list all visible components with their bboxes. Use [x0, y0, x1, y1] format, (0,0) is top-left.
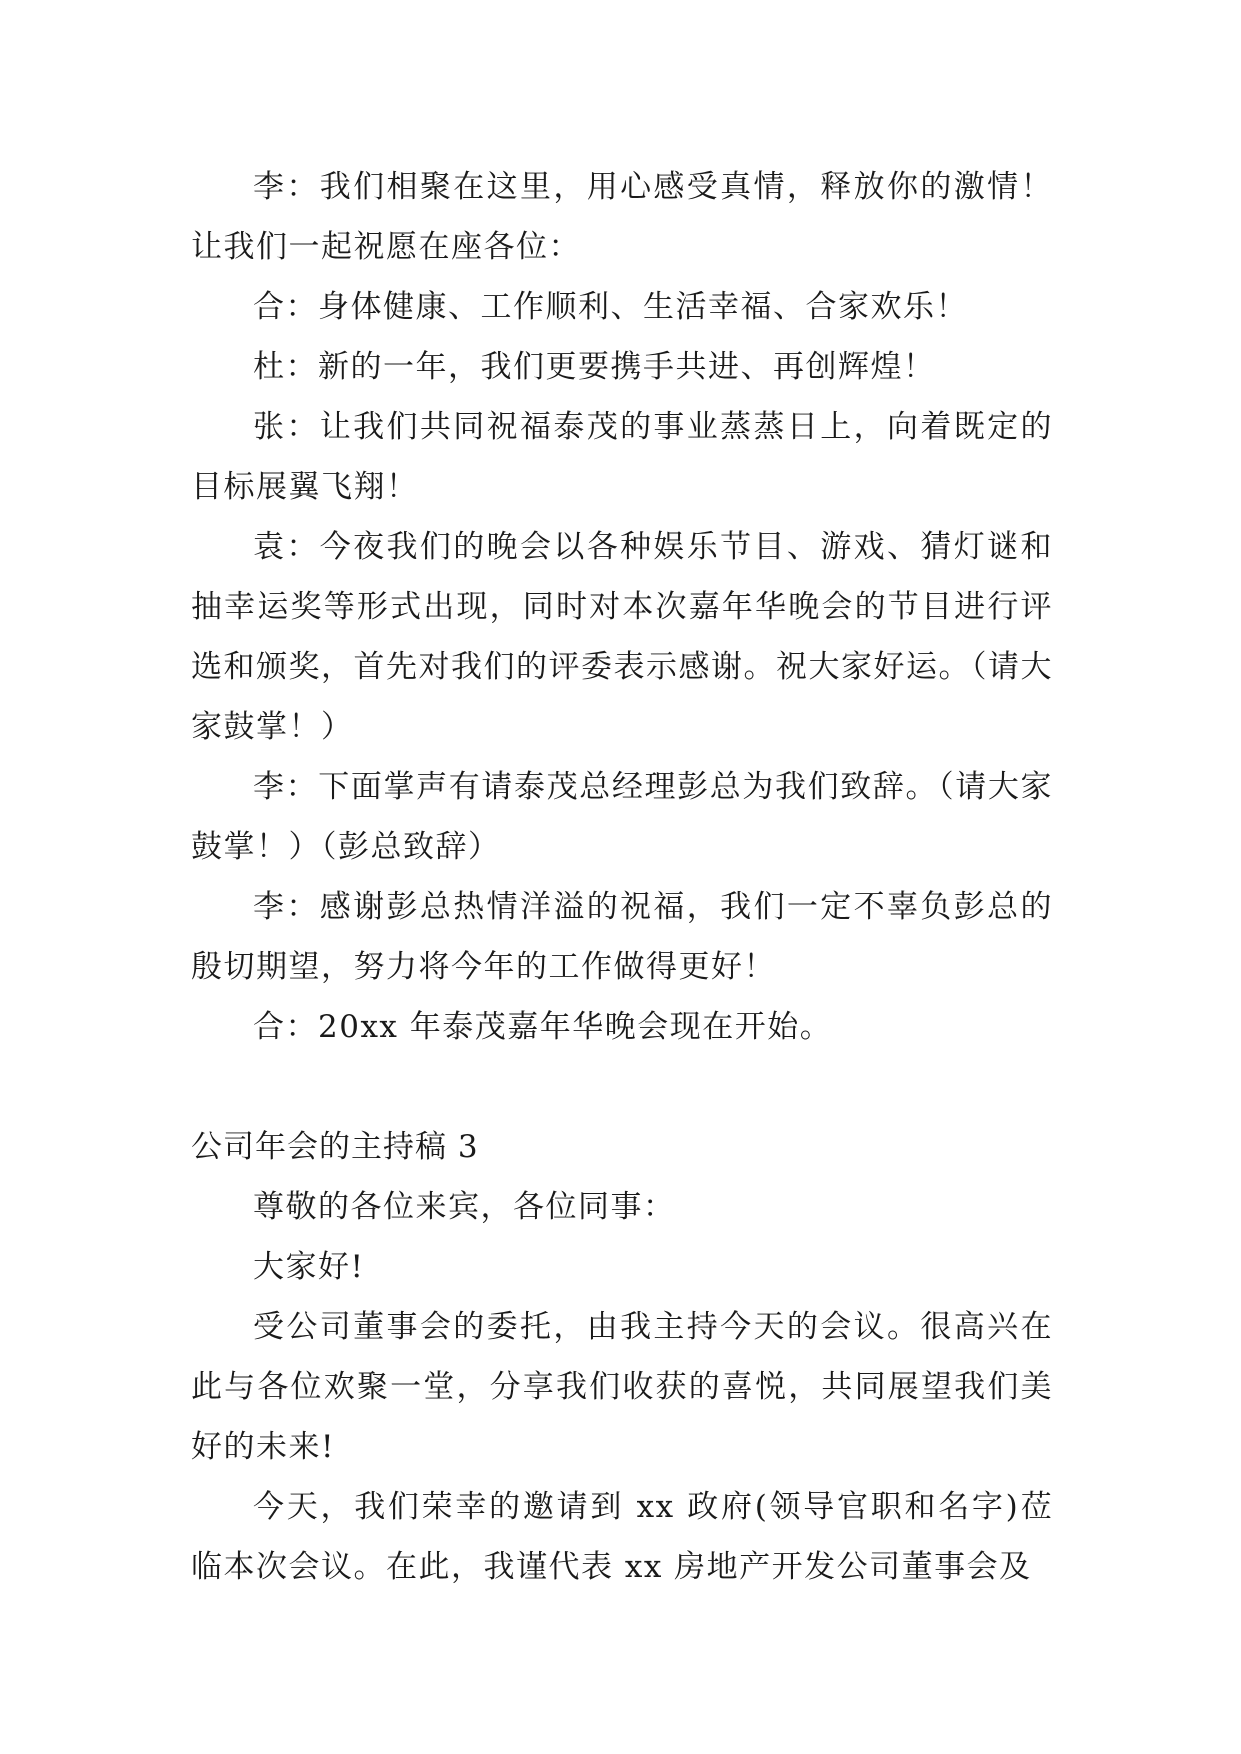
paragraph: 合：身体健康、工作顺利、生活幸福、合家欢乐！	[253, 289, 968, 325]
paragraph: 大家好!	[253, 1249, 365, 1285]
paragraph: 杜：新的一年，我们更要携手共进、再创辉煌！	[253, 349, 936, 385]
section-heading: 公司年会的主持稿 3	[191, 1129, 479, 1165]
paragraph: 李：感谢彭总热情洋溢的祝福，我们一定不辜负彭总的殷切期望，努力将今年的工作做得更好！	[191, 889, 1053, 985]
paragraph: 李：我们相聚在这里，用心感受真情，释放你的激情！让我们一起祝愿在座各位：	[191, 169, 1053, 265]
paragraph: 袁：今夜我们的晚会以各种娱乐节目、游戏、猜灯谜和抽幸运奖等形式出现，同时对本次嘉年华晚会的节目进行评选和颁奖，首先对我们的评委表示感谢。祝大家好运。（请大家鼓掌！）	[191, 529, 1053, 745]
paragraph: 李：下面掌声有请泰茂总经理彭总为我们致辞。（请大家鼓掌！）（彭总致辞）	[191, 769, 1053, 865]
document-page	[191, 157, 1053, 1597]
paragraph: 今天，我们荣幸的邀请到 xx 政府(领导官职和名字)莅临本次会议。在此，我谨代表 xx 房地产开发公司董事会及	[191, 1489, 1053, 1585]
section-gap	[191, 1057, 1053, 1117]
paragraph: 尊敬的各位来宾，各位同事：	[253, 1189, 676, 1225]
paragraph: 合：20xx 年泰茂嘉年华晚会现在开始。	[253, 1009, 833, 1045]
paragraph: 张：让我们共同祝福泰茂的事业蒸蒸日上，向着既定的目标展翼飞翔！	[191, 409, 1053, 505]
paragraph: 受公司董事会的委托，由我主持今天的会议。很高兴在此与各位欢聚一堂，分享我们收获的喜悦，共同展望我们美好的未来!	[191, 1309, 1053, 1465]
